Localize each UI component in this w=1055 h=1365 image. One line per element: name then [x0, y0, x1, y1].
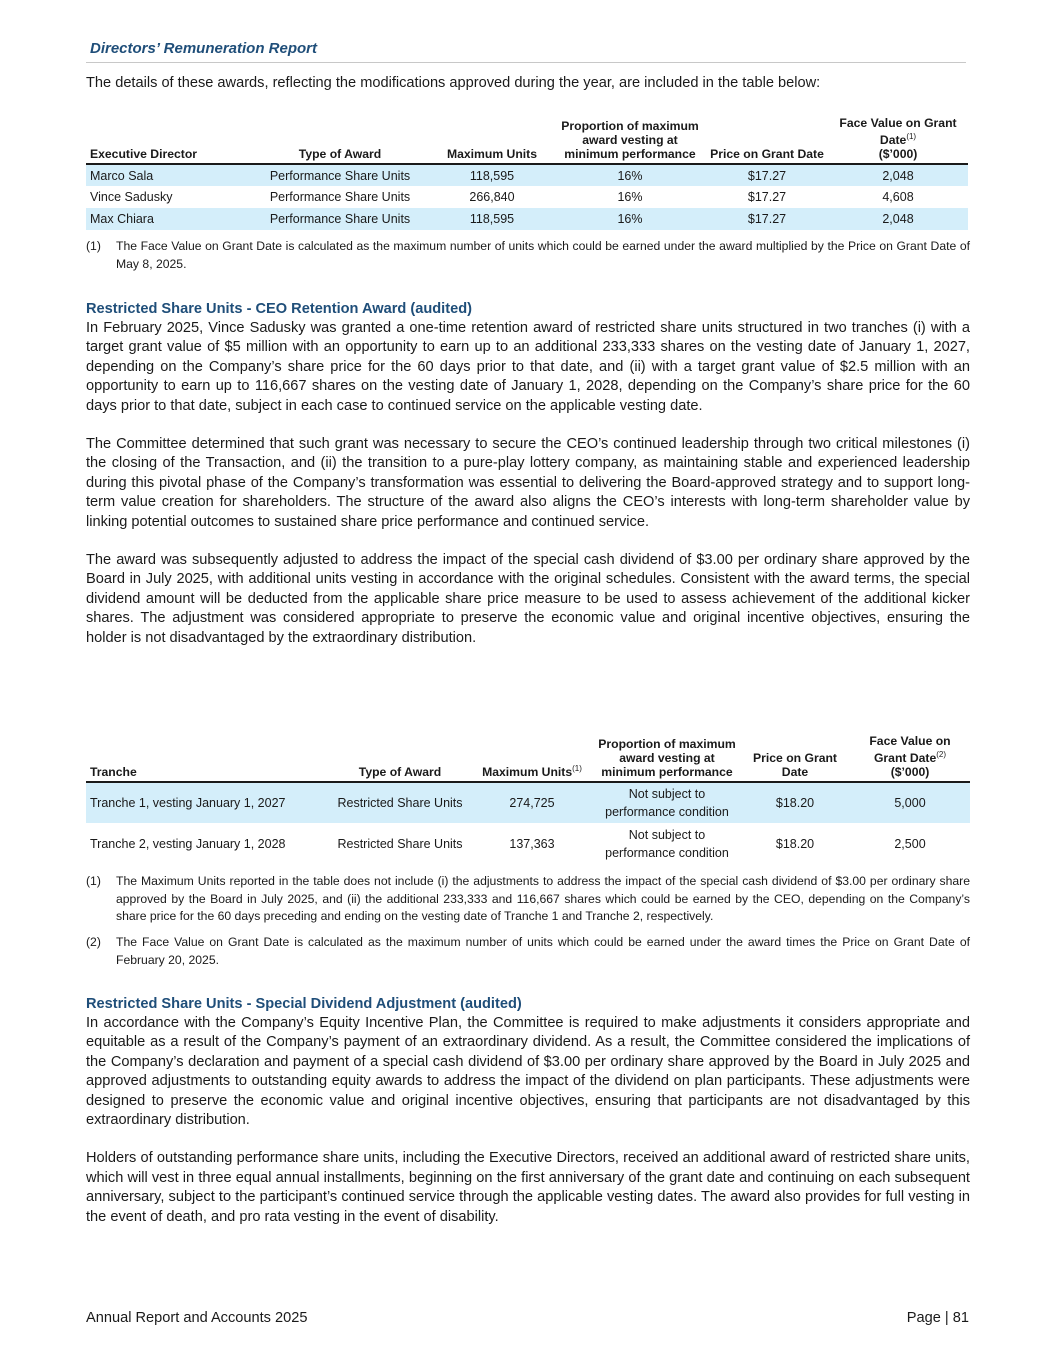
- table2-footnote-2: [86, 934, 970, 969]
- paragraph: In accordance with the Company’s Equity Incentive Plan, the Committee is required to make adjustments it considers appropriate and equitable as a result of the Company’s payment of an extraordinary dividend. As a result, the Committee considered the implications of the Company’s declaration and payment of a special cash dividend of $3.00 per ordinary share approved by the Board in July 2025 and approved adjustments to outstanding equity awards to address the impact of the dividend on plan participants. These adjustments were designed to preserve the economic value and original incentive objectives, ensuring that participants are not disadvantaged by this extraordinary distribution.: [86, 1015, 970, 1129]
- col-executive-director: Executive Director: [90, 147, 198, 161]
- max-units-label: Maximum Units: [482, 765, 573, 779]
- col-maximum-units: Maximum Units: [446, 147, 538, 161]
- cell-max-units: 118,595: [469, 168, 515, 183]
- face-value-unit: ($’000): [890, 765, 930, 779]
- cell-director: Max Chiara: [90, 212, 154, 226]
- table-row: [86, 164, 968, 186]
- footnote-text: The Maximum Units reported in the table does not include (i) the adjustments to address the impact of the special cash dividend of $3.00 per ordinary share approved by the Board in July 2025, and (ii) the additional 233,333 and 116,667 shares which could be earned by the CEO, depending on the Company’s share price for the 60 days preceding and ending on the vesting date of Tranche 1 and Tranche 2, respectively.: [116, 874, 970, 923]
- cell-director: Marco Sala: [90, 168, 154, 183]
- cell-type: Performance Share Units: [269, 168, 411, 183]
- cell-tranche: Tranche 2, vesting January 1, 2028: [90, 836, 286, 851]
- footnote-ref: (1): [906, 131, 917, 141]
- col-proportion: Proportion of maximum award vesting at minimum performance: [598, 737, 736, 779]
- cell-type: Restricted Share Units: [337, 796, 463, 810]
- cell-type: Performance Share Units: [269, 212, 411, 226]
- paragraph: The Committee determined that such grant was necessary to secure the CEO’s continued leadership through two critical milestones (i) the closing of the Transaction, and (ii) the transition to a pure-play lottery company, as maintaining stable and experienced leadership during this pivotal phase of the Company’s transformation was essential to delivering the Board-approved strategy and to support long-term value creation for shareholders. The structure of the award also aligns the CEO’s interests with long-term shareholder value by linking potential outcomes to sustained share price performance and continued service.: [86, 436, 970, 530]
- restricted-share-units-table: [86, 718, 970, 864]
- cell-face-value: 2,048: [882, 168, 914, 183]
- performance-share-units-table: [86, 100, 968, 230]
- cell-face-value: 5,000: [894, 796, 926, 810]
- cell-face-value: 2,048: [882, 212, 914, 226]
- col-face-value: [850, 718, 970, 782]
- cell-proportion: 16%: [617, 212, 643, 226]
- cell-price: $17.27: [747, 212, 787, 226]
- cell-price: $17.27: [747, 168, 787, 183]
- col-type-of-award: Type of Award: [298, 147, 382, 161]
- report-section-title: Directors’ Remuneration Report: [90, 40, 317, 57]
- face-value-label: Face Value on Grant Date: [869, 733, 951, 765]
- table-row: [86, 186, 968, 208]
- footnote-text: The Face Value on Grant Date is calculated as the maximum number of units which could be earned under the award multiplied by the Price on Grant Date of May 8, 2025.: [116, 239, 970, 271]
- cell-max-units: 137,363: [509, 836, 555, 851]
- paragraph: The award was subsequently adjusted to address the impact of the special cash dividend of $3.00 per ordinary share approved by the Board in July 2025, with additional units vesting in accordance with the original schedules. Consistent with the award terms, the special dividend amount will be deducted from the applicable share price measure to be used to assess achievement of the additional kicker shares. The adjustment was considered appropriate to preserve the economic value and original incentive objectives, ensuring the holder is not disadvantaged by the extraordinary distribution.: [86, 552, 970, 646]
- cell-price: $17.27: [747, 190, 787, 204]
- cell-tranche: Tranche 1, vesting January 1, 2027: [90, 796, 286, 810]
- cell-director: Vince Sadusky: [90, 190, 173, 204]
- col-maximum-units: [470, 718, 594, 782]
- face-value-unit: ($’000): [878, 147, 918, 161]
- footnote-number: (1): [86, 874, 101, 888]
- ceo-retention-section: [86, 300, 970, 648]
- table-row: [86, 782, 970, 823]
- paragraph: Holders of outstanding performance share units, including the Executive Directors, received an additional award of restricted share units, which will vest in three equal annual installments, beginning on the first anniversary of the grant date and continuing on each subsequent anniversary, subject to the participant’s continued service through the applicable vesting dates. The award also provides for full vesting in the event of death, and pro rata vesting in the event of disability.: [86, 1150, 970, 1225]
- cell-type: Restricted Share Units: [337, 836, 463, 851]
- col-proportion: Proportion of maximum award vesting at minimum performance: [561, 119, 699, 161]
- cell-proportion: [594, 823, 740, 864]
- paragraph: In February 2025, Vince Sadusky was granted a one-time retention award of restricted share units structured in two tranches (i) with a target grant value of $5 million with an opportunity to earn up to an additional 233,333 shares on the vesting date of January 1, 2027, depending on the Company’s share price for the 60 days prior to that date, and (ii) with a target grant value of $2.5 million with an opportunity to earn up to 116,667 shares on the vesting date of January 1, 2028, depending on the Company’s share price for the 60 days prior to that date, subject in each case to continued service on the applicable vesting date.: [86, 320, 970, 414]
- col-price-on-grant-date: Price on Grant Date: [753, 751, 837, 779]
- cell-proportion: [594, 782, 740, 823]
- cell-face-value: 4,608: [882, 190, 914, 204]
- cell-price: $18.20: [775, 836, 815, 851]
- footnote-ref: (1): [572, 763, 582, 773]
- cell-price: $18.20: [775, 796, 815, 810]
- cell-type: Performance Share Units: [269, 190, 411, 204]
- cell-max-units: 118,595: [469, 212, 515, 226]
- footnote-ref: (2): [936, 749, 947, 759]
- cell-max-units: 274,725: [509, 796, 555, 810]
- col-face-value: [828, 100, 968, 164]
- footer-page-number: Page | 81: [906, 1310, 969, 1326]
- proportion-line: Not subject to: [628, 787, 706, 801]
- col-tranche: Tranche: [90, 765, 137, 779]
- proportion-line: Not subject to: [628, 827, 706, 842]
- table2-footnote-1: [86, 873, 970, 926]
- cell-proportion: 16%: [617, 190, 643, 204]
- proportion-line: performance condition: [605, 845, 729, 860]
- proportion-line: performance condition: [605, 805, 729, 819]
- table-row: [86, 823, 970, 864]
- header-divider: [86, 62, 966, 63]
- section-heading: Restricted Share Units - CEO Retention Award (audited): [86, 301, 472, 317]
- col-price-on-grant-date: Price on Grant Date: [710, 147, 824, 161]
- cell-max-units: 266,840: [469, 190, 515, 204]
- cell-face-value: 2,500: [894, 836, 926, 851]
- special-dividend-section: [86, 995, 970, 1227]
- footnote-number: (2): [86, 935, 101, 949]
- cell-proportion: 16%: [617, 168, 643, 183]
- intro-text: The details of these awards, reflecting the modifications approved during the year, are included in the table below:: [86, 75, 821, 91]
- footer-report-name: Annual Report and Accounts 2025: [86, 1310, 308, 1326]
- col-type-of-award: Type of Award: [358, 765, 442, 779]
- table1-footnote: [86, 238, 970, 273]
- face-value-label: Face Value on Grant Date: [839, 115, 957, 147]
- footnote-text: The Face Value on Grant Date is calculated as the maximum number of units which could be earned under the award times the Price on Grant Date of February 20, 2025.: [116, 935, 970, 967]
- table-row: [86, 208, 968, 230]
- section-heading: Restricted Share Units - Special Dividend Adjustment (audited): [86, 996, 522, 1012]
- footnote-number: (1): [86, 239, 101, 253]
